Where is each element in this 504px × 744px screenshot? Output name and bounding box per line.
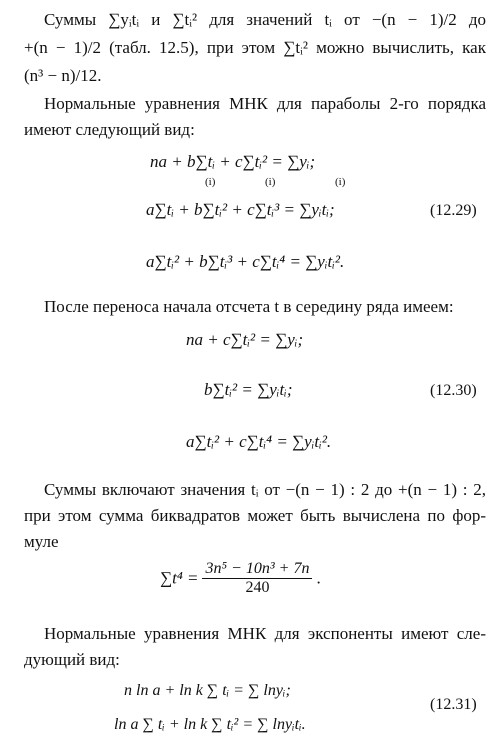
equation-12-30-row-2: b∑tᵢ² = ∑yᵢtᵢ; bbox=[204, 380, 293, 399]
paragraph-4-line-3: муле bbox=[24, 532, 59, 551]
paragraph-1-line-2: +(n − 1)/2 (табл. 12.5), при этом ∑tᵢ² можно вычислить, как bbox=[24, 38, 486, 57]
formula-denominator: 240 bbox=[245, 579, 270, 596]
sum-index-label: (i) bbox=[205, 176, 216, 188]
equation-number-12-31: (12.31) bbox=[430, 696, 477, 713]
sum-index-label: (i) bbox=[265, 176, 276, 188]
formula-numerator: 3n⁵ − 10n³ + 7n bbox=[202, 560, 312, 579]
paragraph-4-line-1: Суммы включают значения tᵢ от −(n − 1) : 2 до +(n − 1) : 2, bbox=[44, 480, 486, 499]
equation-12-29-row-3: a∑tᵢ² + b∑tᵢ³ + c∑tᵢ⁴ = ∑yᵢtᵢ². bbox=[146, 252, 345, 271]
equation-number-12-29: (12.29) bbox=[430, 202, 477, 219]
paragraph-5-line-1: Нормальные уравнения МНК для экспоненты имеют сле- bbox=[44, 624, 486, 643]
paragraph-1-line-3: (n³ − n)/12. bbox=[24, 66, 102, 85]
equation-12-30-row-1: na + c∑tᵢ² = ∑yᵢ; bbox=[186, 330, 304, 349]
paragraph-5-line-2: дующий вид: bbox=[24, 650, 120, 669]
equation-12-31-row-2: ln a ∑ tᵢ + ln k ∑ tᵢ² = ∑ lnyᵢtᵢ. bbox=[114, 716, 306, 733]
formula-lhs: ∑t⁴ = bbox=[160, 568, 199, 588]
equation-number-12-30: (12.30) bbox=[430, 382, 477, 399]
paragraph-3-line-1: После переноса начала отсчета t в середину ряда имеем: bbox=[44, 297, 454, 316]
paragraph-2-line-1: Нормальные уравнения МНК для параболы 2-го порядка bbox=[44, 94, 486, 113]
equation-12-30-row-3: a∑tᵢ² + c∑tᵢ⁴ = ∑yᵢtᵢ². bbox=[186, 432, 332, 451]
paragraph-4-line-2: при этом сумма биквадратов может быть вычислена по фор- bbox=[24, 506, 486, 525]
sum-index-label: (i) bbox=[335, 176, 346, 188]
paragraph-2-line-2: имеют следующий вид: bbox=[24, 120, 195, 139]
equation-12-29-row-2: a∑tᵢ + b∑tᵢ² + c∑tᵢ³ = ∑yᵢtᵢ; bbox=[146, 200, 335, 219]
equation-12-29-row-1: na + b∑tᵢ + c∑tᵢ² = ∑yᵢ; bbox=[150, 152, 316, 171]
formula-fraction bbox=[202, 560, 312, 597]
equation-12-31-row-1: n ln a + ln k ∑ tᵢ = ∑ lnyᵢ; bbox=[124, 682, 291, 699]
paragraph-1-line-1: Суммы ∑yᵢtᵢ и ∑tᵢ² для значений tᵢ от −(n − 1)/2 до bbox=[44, 10, 486, 29]
formula-sum-t4: ∑t⁴ = $\frac{\text{3n⁵ − 10n³ + 7n}}{240}$ . bbox=[160, 560, 321, 596]
